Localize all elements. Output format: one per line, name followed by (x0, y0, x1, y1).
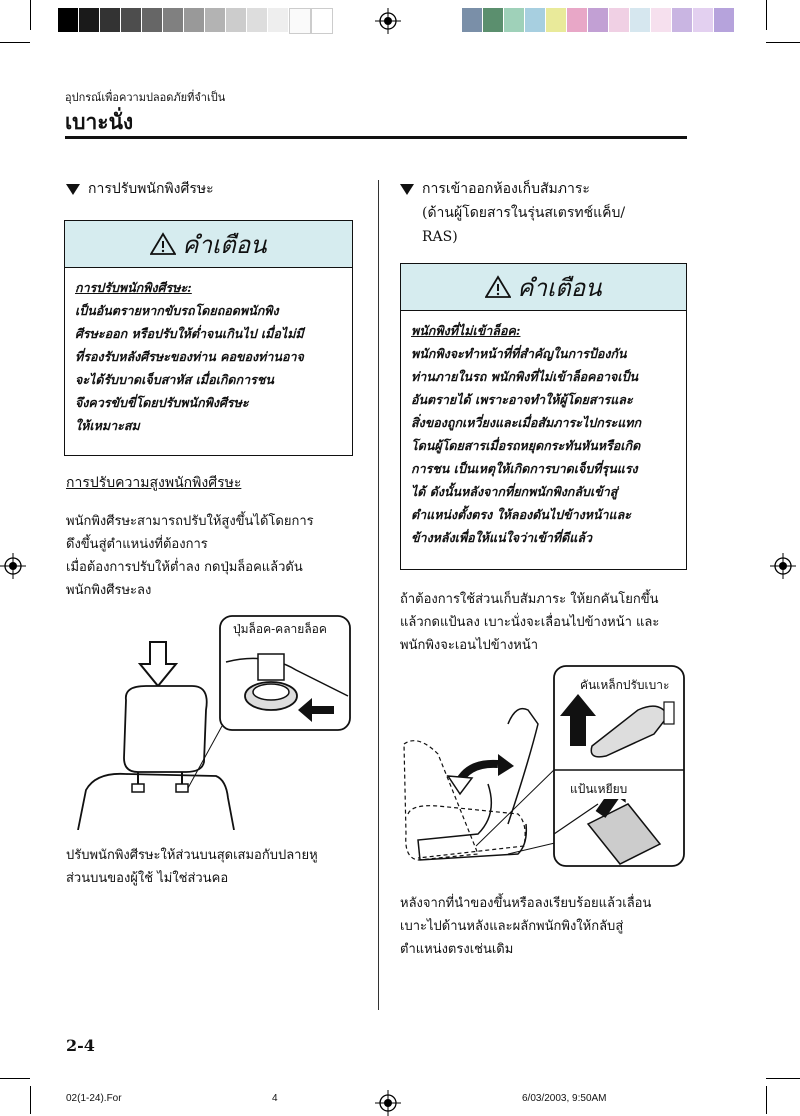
header-rule (65, 136, 687, 139)
warning-heading: คำเตือน (182, 230, 267, 259)
pedal-label: แป้นเหยียบ (570, 780, 627, 799)
text-line: ดึงขึ้นสู่ตำแหน่งที่ต้องการ (66, 537, 208, 552)
color-calibration-bar-left (58, 8, 333, 32)
right-section-title (400, 178, 625, 248)
crop-mark (0, 42, 30, 43)
warning-header (401, 264, 686, 311)
height-adjust-text (66, 510, 366, 602)
warning-heading: คำเตือน (517, 273, 602, 302)
crop-mark (0, 1078, 30, 1079)
seat-lever-label: คันเหล็กปรับเบาะ (580, 676, 669, 695)
text-line: ส่วนบนของผู้ใช้ ไม่ใช่ส่วนคอ (66, 871, 229, 886)
page-number: 2-4 (66, 1036, 95, 1055)
triangle-bullet-icon (400, 184, 414, 195)
lock-release-button-label: ปุ่มล็อค-คลายล็อค (233, 620, 327, 639)
footer-filename: 02(1-24).For (66, 1093, 122, 1104)
warning-line: สิ่งของถูกเหวี่ยงและเมื่อสัมภาระไปกระแทก (411, 415, 642, 430)
warning-body (65, 268, 352, 445)
registration-mark-top (375, 8, 401, 34)
text-line: ตำแหน่งตรงเช่นเดิม (400, 942, 514, 957)
crop-mark (30, 1086, 31, 1114)
color-calibration-bar-right (462, 8, 735, 32)
registration-mark-right (770, 553, 796, 579)
column-divider (378, 180, 379, 1010)
triangle-bullet-icon (66, 184, 80, 195)
warning-line: เป็นอันตรายหากขับรถโดยถอดพนักพิง (75, 303, 279, 318)
seat-access-illustration (398, 664, 688, 876)
warning-triangle-icon (485, 275, 511, 299)
registration-mark-left (0, 553, 26, 579)
text-line: ถ้าต้องการใช้ส่วนเก็บสัมภาระ ให้ยกคันโยกขึ้น (400, 592, 659, 607)
headrest-caption (66, 844, 366, 890)
warning-subheading: พนักพิงที่ไม่เข้าล็อค: (411, 323, 521, 338)
warning-line: การชน เป็นเหตุให้เกิดการบาดเจ็บที่รุนแรง (411, 461, 638, 476)
warning-line: ท่านภายในรถ พนักพิงที่ไม่เข้าล็อคอาจเป็น (411, 369, 639, 384)
luggage-access-text (400, 588, 700, 657)
warning-line: จะได้รับบาดเจ็บสาหัส เมื่อเกิดการชน (75, 372, 274, 387)
warning-line: โดนผู้โดยสารเมื่อรถหยุดกระทันหันหรือเกิด (411, 438, 641, 453)
page-title: เบาะนั่ง (65, 109, 134, 134)
left-section-title (66, 178, 214, 200)
text-line: หลังจากที่นำของขึ้นหรือลงเรียบร้อยแล้วเลื่อน (400, 896, 652, 911)
crop-mark (766, 42, 800, 43)
warning-line: พนักพิงจะทำหน้าที่ที่สำคัญในการป้องกัน (411, 346, 627, 361)
warning-line: ที่รองรับหลังศีรษะของท่าน คอของท่านอาจ (75, 349, 304, 364)
warning-box-right (400, 263, 687, 570)
warning-line: ให้เหมาะสม (75, 418, 140, 433)
title-line: การเข้าออกห้องเก็บสัมภาระ (422, 181, 590, 197)
warning-header (65, 221, 352, 268)
warning-subheading: การปรับพนักพิงศีรษะ: (75, 280, 192, 295)
footer-timestamp: 6/03/2003, 9:50AM (522, 1093, 607, 1104)
footer-page: 4 (272, 1093, 278, 1104)
return-seat-text (400, 892, 700, 961)
warning-line: ศีรษะออก หรือปรับให้ต่ำจนเกินไป เมื่อไม่มี (75, 326, 304, 341)
crop-mark (766, 1086, 767, 1114)
warning-line: จึงควรขับขี่โดยปรับพนักพิงศีรษะ (75, 395, 249, 410)
crop-mark (766, 1078, 800, 1079)
header-subtitle: อุปกรณ์เพื่อความปลอดภัยที่จำเป็น (65, 91, 226, 104)
crop-mark (30, 0, 31, 30)
warning-line: ข้างหลังเพื่อให้แน่ใจว่าเข้าที่ดีแล้ว (411, 530, 593, 545)
text-line: พนักพิงศีรษะสามารถปรับให้สูงขึ้นได้โดยการ (66, 514, 314, 529)
warning-line: ตำแหน่งตั้งตรง ให้ลองดันไปข้างหน้าและ (411, 507, 631, 522)
registration-mark-bottom (375, 1090, 401, 1116)
warning-box-left (64, 220, 353, 456)
text-line: เบาะไปด้านหลังและผลักพนักพิงให้กลับสู่ (400, 919, 624, 934)
left-section-title-text: การปรับพนักพิงศีรษะ (88, 181, 214, 197)
title-line: RAS) (422, 229, 458, 245)
warning-line: ได้ ดังนั้นหลังจากที่ยกพนักพิงกลับเข้าสู่ (411, 484, 618, 499)
text-line: พนักพิงจะเอนไปข้างหน้า (400, 638, 539, 653)
crop-mark (766, 0, 767, 30)
text-line: พนักพิงศีรษะลง (66, 583, 152, 598)
title-line: (ด้านผู้โดยสารในรุ่นสเตรทช์แค็บ/ (422, 205, 626, 221)
warning-line: อันตรายได้ เพราะอาจทำให้ผู้โดยสารและ (411, 392, 633, 407)
height-adjust-heading: การปรับความสูงพนักพิงศีรษะ (66, 475, 242, 491)
headrest-illustration (66, 612, 356, 830)
right-section-title-text (422, 178, 625, 248)
text-line: เมื่อต้องการปรับให้ต่ำลง กดปุ่มล็อคแล้วดัน (66, 560, 303, 575)
warning-body (401, 311, 686, 557)
warning-triangle-icon (150, 232, 176, 256)
text-line: ปรับพนักพิงศีรษะให้ส่วนบนสุดเสมอกับปลายหู (66, 848, 318, 863)
text-line: แล้วกดแป้นลง เบาะนั่งจะเลื่อนไปข้างหน้า และ (400, 615, 660, 630)
